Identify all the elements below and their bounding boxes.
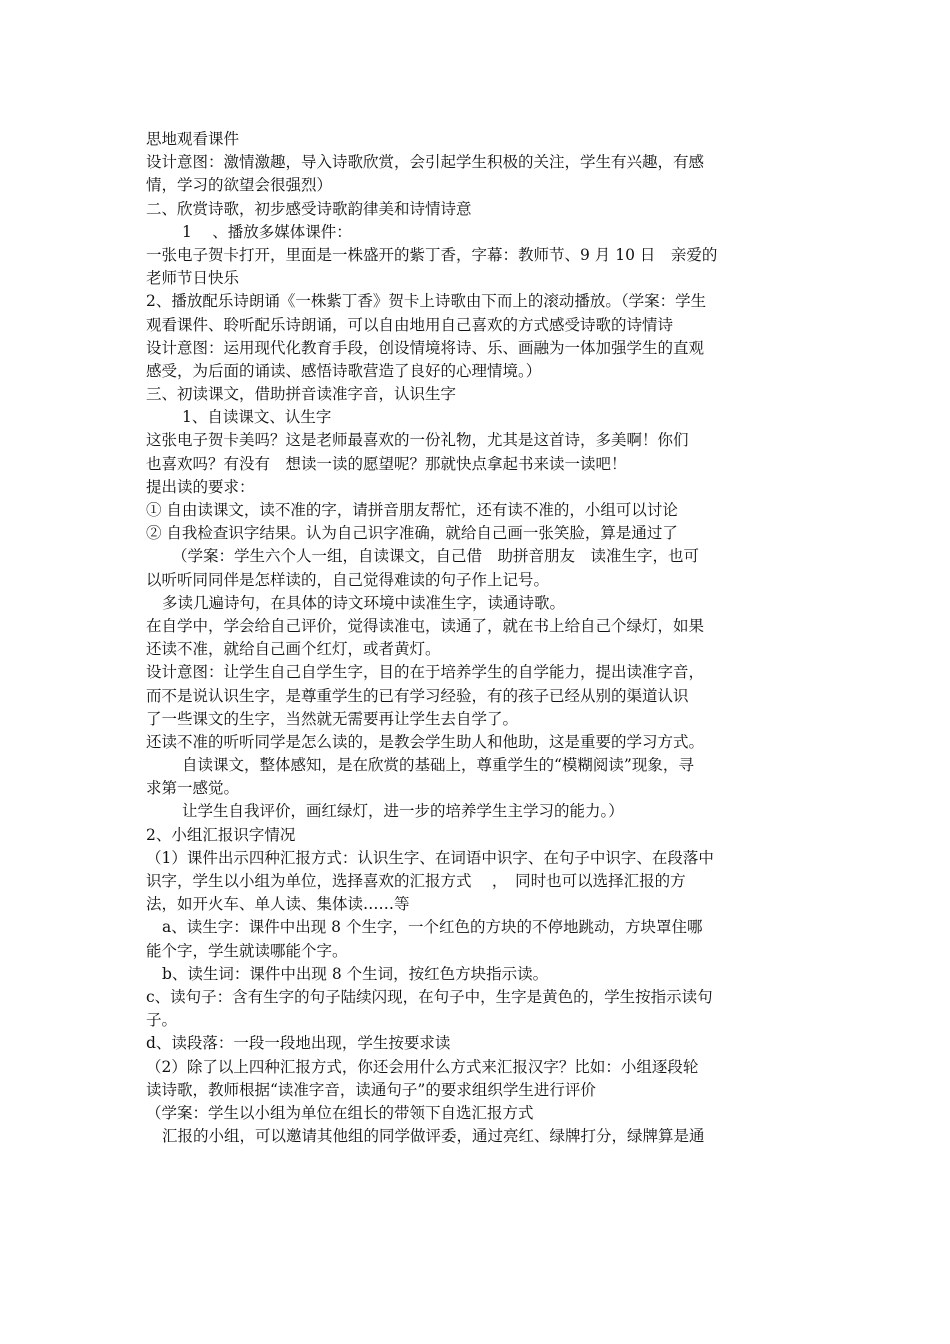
text-line: 设计意图：激情激趣，导入诗歌欣赏，会引起学生积极的关注，学生有兴趣，有感 [146,153,705,172]
text-line: 还读不准，就给自己画个红灯，或者黄灯。 [146,640,441,659]
text-line: b、读生词：课件中出现 8 个生词，按红色方块指示读。 [162,964,549,983]
text-line: 三、初读课文，借助拼音读准字音，认识生字 [146,385,457,404]
text-line: 求第一感觉。 [146,779,240,798]
text-line: （学案：学生六个人一组，自读课文，自己借 助拼音朋友 读准生字，也可 [172,547,700,566]
text-line: 在自学中，学会给自己评价，觉得读准屯，读通了，就在书上给自己个绿灯，如果 [146,616,705,635]
text-line: 老师节日快乐 [146,269,240,288]
text-line: 观看课件、聆听配乐诗朗诵，可以自由地用自己喜欢的方式感受诗歌的诗情诗 [146,315,674,334]
text-line: 1、自读课文、认生字 [182,408,332,427]
text-line: 一张电子贺卡打开，里面是一株盛开的紫丁香，字幕：教师节、9 月 10 日 亲爱的 [146,245,718,264]
text-line: ② 自我检查识字结果。认为自己识字准确，就给自己画一张笑脸，算是通过了 [146,524,678,543]
text-line: 提出读的要求： [146,477,255,496]
text-line: d、读段落：一段一段地出现，学生按要求读 [146,1034,451,1053]
text-line: 也喜欢吗？有没有 想读一读的愿望呢？那就快点拿起书来读一读吧！ [146,454,627,473]
text-line: 让学生自我评价，画红绿灯，进一步的培养学生主学习的能力。） [182,802,624,821]
text-line: 这张电子贺卡美吗？这是老师最喜欢的一份礼物，尤其是这首诗，多美啊！你们 [146,431,689,450]
text-line: 读诗歌，教师根据“读准字音，读通句子”的要求组织学生进行评价 [146,1080,596,1099]
text-line: 1 、播放多媒体课件： [182,222,352,241]
text-line: 情，学习的欲望会很强烈） [146,176,333,195]
text-line: 还读不准的听听同学是怎么读的，是教会学生助人和他助，这是重要的学习方式。 [146,732,705,751]
text-line: 设计意图：运用现代化教育手段，创设情境将诗、乐、画融为一体加强学生的直观 [146,338,705,357]
text-line: 而不是说认识生字，是尊重学生的已有学习经验，有的孩子已经从别的渠道认识 [146,686,689,705]
document-page [146,128,811,1148]
text-line: 能个字，学生就读哪能个字。 [146,941,348,960]
text-line: 多读几遍诗句，在具体的诗文环境中读准生字，读通诗歌。 [162,593,566,612]
text-line: 了一些课文的生字，当然就无需要再让学生去自学了。 [146,709,519,728]
text-line: 2、播放配乐诗朗诵《一株紫丁香》贺卡上诗歌由下而上的滚动播放。（学案：学生 [146,292,707,311]
text-line: 思地观看课件 [146,130,240,148]
text-line: 识字，学生以小组为单位，选择喜欢的汇报方式 ， 同时也可以选择汇报的方 [146,872,686,890]
text-line: （学案：学生以小组为单位在组长的带领下自选汇报方式 [146,1103,534,1122]
text-line: a、读生字：课件中出现 8 个生字，一个红色的方块的不停地跳动，方块罩住哪 [162,918,703,937]
text-line: （2）除了以上四种汇报方式，你还会用什么方式来汇报汉字？比如：小组逐段轮 [146,1057,699,1076]
text-line: 汇报的小组，可以邀请其他组的同学做评委，通过亮红、绿牌打分，绿牌算是通 [162,1127,705,1146]
text-line: 2、小组汇报识字情况 [146,825,296,844]
text-line: 以听听同同伴是怎样读的，自己觉得难读的句子作上记号。 [146,570,550,589]
text-line: c、读句子：含有生字的句子陆续闪现，在句子中，生字是黄色的，学生按指示读句 [146,987,713,1006]
text-line: 二、欣赏诗歌，初步感受诗歌韵律美和诗情诗意 [146,199,472,218]
text-line: 子。 [146,1011,178,1030]
text-line: 自读课文，整体感知，是在欣赏的基础上，尊重学生的“模糊阅读”现象，寻 [182,756,694,775]
text-line: 法，如开火车、单人读、集体读……等 [146,895,410,914]
text-line: 感受，为后面的诵读、感悟诗歌营造了良好的心理情境。） [146,361,542,380]
text-line: （1）课件出示四种汇报方式：认识生字、在词语中识字、在句子中识字、在段落中 [146,848,714,867]
text-line: ① 自由读课文，读不准的字，请拼音朋友帮忙，还有读不准的，小组可以讨论 [146,501,678,519]
text-line: 设计意图：让学生自己自学生字，目的在于培养学生的自学能力，提出读准字音， [146,663,705,682]
